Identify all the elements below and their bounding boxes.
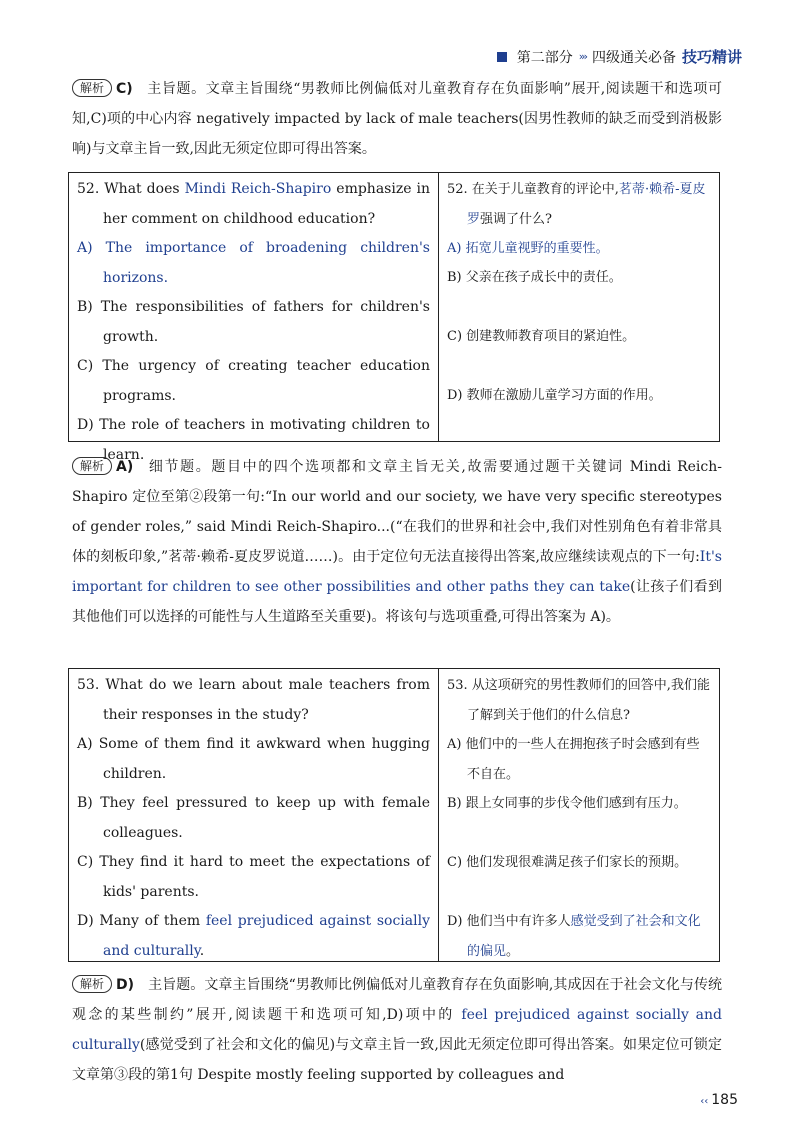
option-a: A) The importance of broadening children's horizons.	[77, 240, 430, 286]
option-c: C) They find it hard to meet the expectations of kids' parents.	[77, 854, 430, 900]
analysis-text: 主旨题。文章主旨围绕“男教师比例偏低对儿童教育存在负面影响”展开,阅读题干和选项可知,C)项的中心内容 negatively impacted by lack of male teachers(因男性教师的缺乏而受到消极影响)与文章主旨一致,因此无须定位即可得出答案。	[72, 81, 722, 157]
header-title-highlight: 技巧精讲	[681, 48, 742, 66]
header-title: 四级通关必备	[591, 49, 676, 66]
option-d: D) Many of them feel prejudiced against socially and culturally.	[77, 913, 430, 959]
option-d: D) The role of teachers in motivating children to learn.	[77, 417, 430, 463]
cn-option-a: A) 拓宽儿童视野的重要性。	[447, 241, 609, 256]
cn-option-c: C) 创建教师教育项目的紧迫性。	[447, 329, 636, 344]
question-52-english	[69, 173, 439, 463]
analysis-tag: 解析	[72, 975, 112, 993]
analysis-51	[72, 74, 722, 164]
answer-label: D)	[116, 977, 135, 993]
analysis-tag: 解析	[72, 457, 112, 475]
option-b: B) The responsibilities of fathers for children's growth.	[77, 299, 430, 345]
option-b: B) They feel pressured to keep up with female colleagues.	[77, 795, 430, 841]
square-icon	[497, 52, 507, 62]
cn-option-c: C) 他们发现很难满足孩子们家长的预期。	[447, 855, 688, 870]
analysis-text-end: (感觉受到了社会和文化的偏见)与文章主旨一致,因此无须定位即可得出答案。如果定位可锁定文章第③段的第1句 Despite mostly feeling supported by colleagues and	[72, 1037, 722, 1083]
question-53-table	[68, 668, 720, 962]
key-quote: It's important for children to see other possibilities and other paths they can take	[72, 549, 722, 595]
arrows-icon: ›››	[578, 50, 586, 63]
cn-stem: 53. 从这项研究的男性教师们的回答中,我们能了解到关于他们的什么信息?	[447, 678, 710, 723]
section-label: 第二部分	[516, 49, 573, 66]
question-53-chinese	[439, 669, 719, 961]
answer-label: C)	[116, 81, 133, 97]
analysis-52	[72, 452, 722, 632]
cn-option-d: D) 他们当中有许多人感觉受到了社会和文化的偏见。	[447, 914, 701, 959]
cn-option-d: D) 教师在激励儿童学习方面的作用。	[447, 388, 662, 403]
analysis-text-end: (让孩子们看到其他他们可以选择的可能性与人生道路至关重要)。将该句与选项重叠,可得出答案为 A)。	[72, 579, 723, 625]
question-53-english	[69, 669, 439, 961]
question-stem: 52. What does Mindi Reich-Shapiro emphasize in her comment on childhood education?	[77, 181, 431, 227]
page-arrows-icon: ‹‹	[700, 1096, 709, 1107]
cn-stem: 52. 在关于儿童教育的评论中,茗蒂·赖希-夏皮罗强调了什么?	[447, 182, 706, 227]
analysis-text: 细节题。题目中的四个选项都和文章主旨无关,故需要通过题干关键词 Mindi Reich-Shapiro 定位至第②段第一句:“In our world and our society, we have very specific stereotypes of gender roles,” said Mindi Reich-Shapiro...(“在我们的世界和社会中,我们对性别角色有着非常具体的刻板印象,”茗蒂·赖希-夏皮罗说道……)。由于定位句无法直接得出答案,故应继续读观点的下一句:	[72, 459, 722, 565]
question-52-chinese	[439, 173, 719, 441]
cn-option-b: B) 父亲在孩子成长中的责任。	[447, 270, 622, 285]
cn-option-a: A) 他们中的一些人在拥抱孩子时会感到有些不自在。	[447, 737, 700, 782]
analysis-text: 主旨题。文章主旨围绕“男教师比例偏低对儿童教育存在负面影响,其成因在于社会文化与传统观念的某些制约”展开,阅读题干和选项可知,D)项中的	[72, 977, 722, 1023]
key-phrase: feel prejudiced against socially and culturally	[72, 1007, 722, 1053]
analysis-53	[72, 970, 722, 1090]
question-52-table	[68, 172, 720, 463]
option-c: C) The urgency of creating teacher education programs.	[77, 358, 430, 404]
page-header	[497, 46, 742, 67]
answer-label: A)	[116, 459, 134, 475]
cn-option-b: B) 跟上女同事的步伐令他们感到有压力。	[447, 796, 687, 811]
question-stem: 53. What do we learn about male teachers from their responses in the study?	[77, 677, 430, 723]
page-number: ‹‹ 185	[700, 1092, 738, 1108]
option-a: A) Some of them find it awkward when hugging children.	[77, 736, 430, 782]
analysis-tag: 解析	[72, 79, 112, 97]
